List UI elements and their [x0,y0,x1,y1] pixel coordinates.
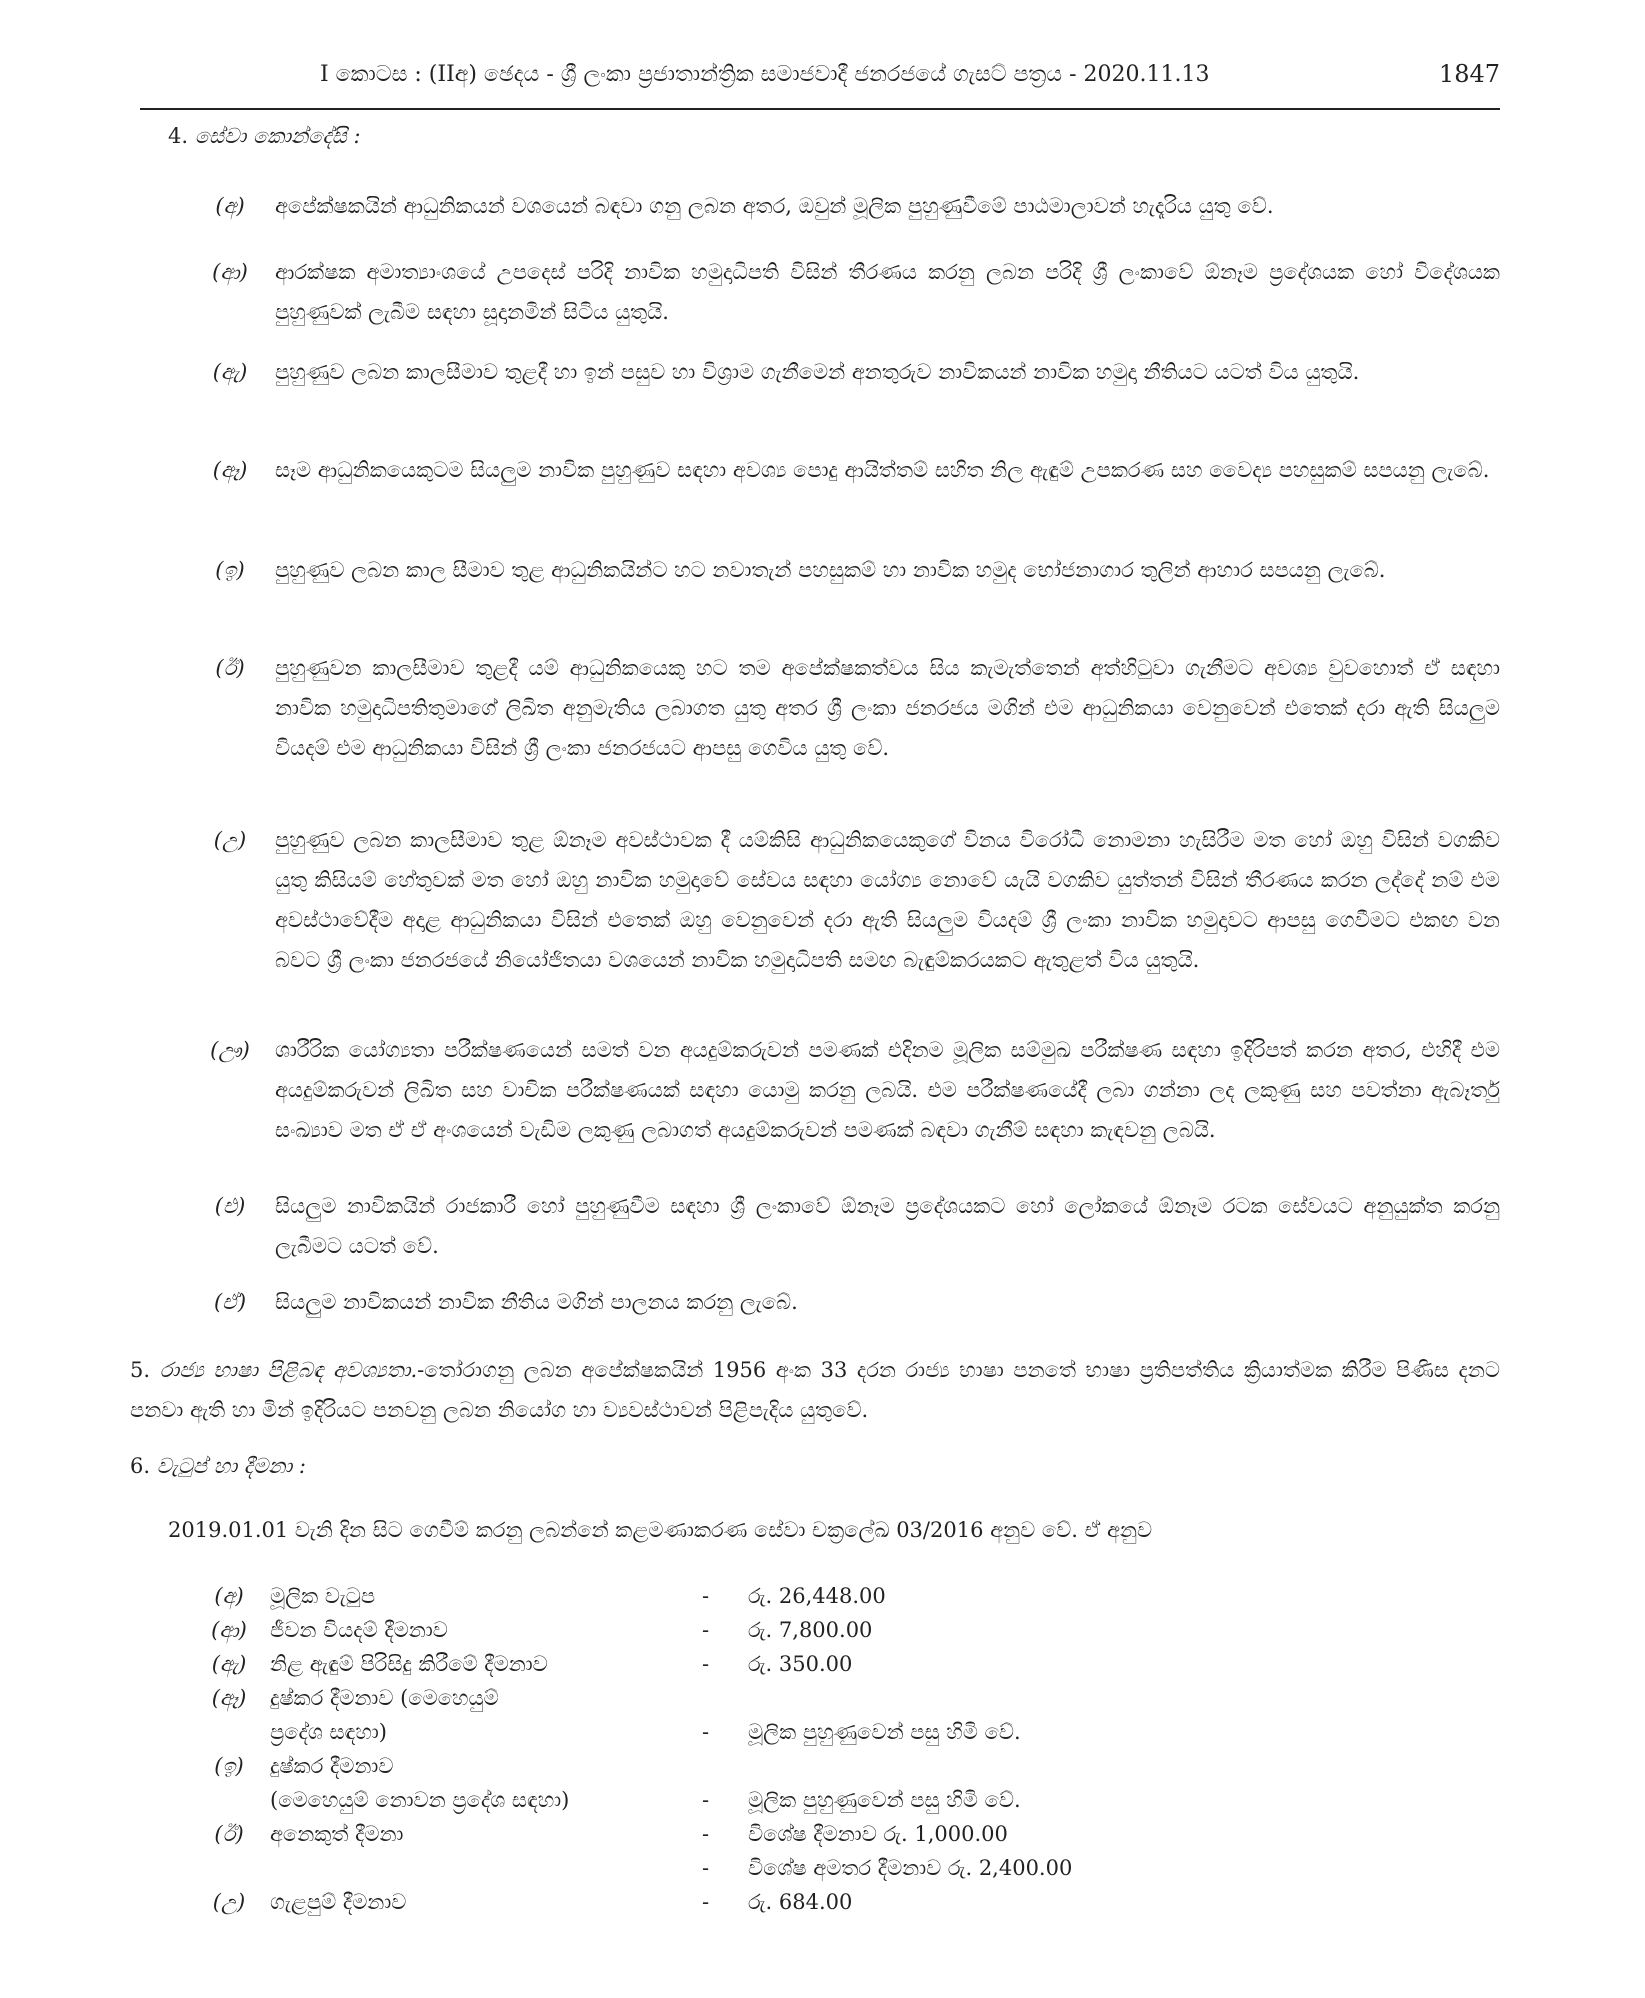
list-item [200,820,1500,1020]
item-text: පුහුණුවන කාලසීමාව තුළදී යම් ආධුනිකයෙකු හට තම අපේක්ෂකත්වය සිය කැමැත්තෙන් අත්හිටුවා ගැනීමට අවශ්‍ය වුවහොත් ඒ සඳහා නාවික හමුදාධිපතිතුමාගේ ලිඛිත අනුමැතිය ලබාගත යුතු අතර ශ්‍රී ලංකා ජනරජය මගින් එම ආධුනිකයා වෙනුවෙන් එතෙක් දරා ඇති සියලුම වියදම් එම ආධුනිකයා විසින් ශ්‍රී ලංකා ජනරජයට ආපසු ගෙවිය යුතු වේ. [275,656,1500,760]
row-value: රු. 684.00 [748,1890,853,1914]
section-5-paragraph [130,1350,1500,1430]
row-name: (මෙහෙයුම් නොවන ප්‍රදේශ සඳහා) [270,1788,570,1812]
table-row [200,1618,1300,1652]
section-4-heading [168,124,361,149]
table-row [200,1652,1300,1686]
section-number: 5. [130,1358,151,1382]
item-marker: (ඒ) [213,1290,247,1314]
row-dash: - [702,1822,710,1846]
list-item [200,550,1500,630]
item-text: සියලුම නාවිකයන් නාවික නීතිය මගින් පාලනය කරනු ලැබේ. [275,1290,798,1314]
item-text: සියලුම නාවිකයින් රාජකාරී හෝ පුහුණුවීම සඳහා ශ්‍රී ලංකාවේ ඕනෑම ප්‍රදේශයකට හෝ ලෝකයේ ඕනෑම රටක සේවයට අනුයුක්ත කරනු ලැබීමට යටත් වේ. [275,1194,1500,1258]
item-text: පුහුණුව ලබන කාල සීමාව තුළ ආධුනිකයින්ට හට නවාතැන් පහසුකම් හා නාවික හමුද භෝජනාගාර තුලින් ආහාර සපයනු ලැබේ. [275,558,1386,582]
row-marker: (ආ) [211,1618,247,1642]
item-marker: (ඈ) [212,458,248,482]
section-title: රාජ්‍ය භාෂා පිළිබඳ අවශ්‍යතා. [159,1358,418,1382]
list-item [200,1030,1500,1190]
item-text: පුහුණුව ලබන කාලසීමාව තුළ ඕනෑම අවස්ථාවක දී යම්කිසි ආධුනිකයෙකුගේ විනය විරෝධී නොමනා හැසිරීම මත හෝ ඔහු විසින් වගකිව යුතු කිසියම් හේතුවක් මත හෝ ඔහු නාවික හමුදාවේ සේවය සඳහා යෝග්‍ය නොවේ යැයි වගකිව යුත්තන් විසින් තීරණය කරන ලද්දේ නම් එම අවස්ථාවේදීම අදාළ ආධුනිකයා විසින් එතෙක් ඔහු වෙනුවෙන් දරා ඇති සියලුම වියදම් ශ්‍රී ලංකා නාවික හමුදාවට ආපසු ගෙවීමට එකඟ වන බවට ශ්‍රී ලංකා ජනරජයේ නියෝජිතයා වශයෙන් නාවික හමුදාධිපති සමඟ බැඳුම්කරයකට ඇතුළත් විය යුතුයි. [275,828,1500,972]
list-item [200,352,1500,432]
row-value: විශේෂ අමතර දීමනාව රු. 2,400.00 [748,1856,1073,1880]
row-dash: - [702,1788,710,1812]
page-number: 1847 [1438,60,1500,88]
section-number: 4. [168,124,189,148]
section-number: 6. [130,1454,151,1478]
row-dash: - [702,1618,710,1642]
row-value: මූලික පුහුණුවෙන් පසු හිමි වේ. [748,1720,1021,1744]
row-value: රු. 350.00 [748,1652,853,1676]
row-marker: (ඊ) [214,1822,244,1846]
row-marker: (ඉ) [214,1754,244,1778]
row-value: විශේෂ දීමනාව රු. 1,000.00 [748,1822,1008,1846]
section-title: වැටුප් හා දීමනා : [156,1454,306,1478]
row-dash: - [702,1890,710,1914]
row-marker: (ඇ) [211,1652,247,1676]
list-item [200,450,1500,530]
item-marker: (ඇ) [212,360,248,384]
row-name: මූලික වැටුප [270,1584,376,1608]
item-text: ශාරීරික යෝග්‍යතා පරීක්ෂණයෙන් සමත් වන අයදුම්කරුවන් පමණක් එදිනම මූලික සම්මුඛ පරීක්ෂණ සඳහා ඉදිරිපත් කරන අතර, එහිදී එම අයදුම්කරුවන් ලිඛිත සහ වාචික පරීක්ෂණයක් සඳහා යොමු කරනු ලබයි. එම පරීක්ෂණයේදී ලබා ගන්නා ලද ලකුණු සහ පවත්නා ඇබෑර්තු සංඛ්‍යාව මත ඒ ඒ අංශයෙන් වැඩිම ලකුණු ලබාගත් අයදුම්කරුවන් පමණක් බඳවා ගැනීම් සඳහා කැඳවනු ලබයි. [275,1038,1500,1142]
table-row [200,1686,1300,1720]
row-dash: - [702,1856,710,1880]
item-marker: (එ) [214,1194,246,1218]
item-marker: (අ) [215,194,245,218]
row-marker: (උ) [212,1890,246,1914]
row-name: ජීවන වියදම් දීමනාව [270,1618,448,1642]
item-marker: (උ) [213,828,247,852]
table-row [200,1856,1300,1890]
list-item [200,186,1500,226]
row-marker: (ඈ) [211,1686,247,1710]
header-title: I කොටස : (IIඅ) ඡෙදය - ශ්‍රී ලංකා ප්‍රජාතාන්ත්‍රික සමාජවාදී ජනරජයේ ගැසට් පත්‍රය - 2020.11.13 [320,62,1210,87]
table-row [200,1754,1300,1788]
row-name: ගැළපුම් දීමනාව [270,1890,407,1914]
row-value: රු. 26,448.00 [748,1584,886,1608]
item-text: පුහුණුව ලබන කාලසීමාව තුළදී හා ඉන් පසුව හා විශ්‍රාම ගැනීමෙන් අනතුරුව නාවිකයන් නාවික හමුදා නීතියට යටත් විය යුතුයි. [275,360,1360,384]
table-row [200,1822,1300,1856]
section-6-intro: 2019.01.01 වැනි දින සිට ගෙවීම් කරනු ලබන්නේ කළමණාකරණ සේවා චක්‍රලේඛ 03/2016 අනුව වේ. ඒ අනුව [168,1518,1153,1542]
table-row [200,1890,1300,1924]
section-6-heading [130,1454,306,1479]
list-item [200,1282,1500,1322]
row-name: නිළ ඇඳුම් පිරිසිදු කිරීමේ දීමනාව [270,1652,548,1676]
item-marker: (ආ) [212,260,248,284]
page-header [140,58,1500,110]
row-name: අනෙකුත් දීමනා [270,1822,404,1846]
list-item [200,648,1500,808]
row-name: ප්‍රදේශ සඳහා) [270,1720,387,1744]
row-dash: - [702,1652,710,1676]
row-marker: (අ) [214,1584,244,1608]
item-text: ආරක්ෂක අමාත්‍යාංශයේ උපදෙස් පරිදි නාවික හමුදාධිපති විසින් තීරණය කරනු ලබන පරිදි ශ්‍රී ලංකාවේ ඕනෑම ප්‍රදේශයක හෝ විදේශයක පුහුණුවක් ලැබීම සඳහා සූදානමින් සිටිය යුතුයි. [275,260,1500,324]
row-dash: - [702,1720,710,1744]
item-text: අපේක්ෂකයින් ආධුනිකයන් වශයෙන් බඳවා ගනු ලබන අතර, ඔවුන් මූලික පුහුණුවීමේ පාඨමාලාවන් හැදෑරිය යුතු වේ. [275,194,1274,218]
item-marker: (ඌ) [210,1038,250,1062]
section-text: -තෝරාගනු ලබන අපේක්ෂකයින් 1956 අංක 33 දරන රාජ්‍ය භාෂා පනතේ භාෂා ප්‍රතිපත්තිය ක්‍රියාත්මක කිරීම පිණිස දනට පනවා ඇති හා මින් ඉදිරියට පනවනු ලබන නියෝග හා ව්‍යවස්ථාවන් පිළිපැදිය යුතුවේ. [130,1358,1500,1422]
section-title: සේවා කොන්දේසි : [194,124,361,148]
row-name: දුෂ්කර දීමනාව [270,1754,394,1778]
item-marker: (ඉ) [215,558,245,582]
row-value: මූලික පුහුණුවෙන් පසු හිමි වේ. [748,1788,1021,1812]
table-row [200,1788,1300,1822]
table-row [200,1584,1300,1618]
item-marker: (ඊ) [215,656,245,680]
item-text: සෑම ආධුනිකයෙකුටම සියලුම නාවික පුහුණුව සඳහා අවශ්‍ය පොදු ආයිත්තම් සහිත නිල ඇඳුම් උපකරණ සහ වෛද්‍ය පහසුකම් සපයනු ලැබේ. [275,458,1490,482]
list-item [200,1186,1500,1266]
row-dash: - [702,1584,710,1608]
row-value: රු. 7,800.00 [748,1618,873,1642]
row-name: දුෂ්කර දීමනාව (මෙහෙයුම් [270,1686,499,1710]
table-row [200,1720,1300,1754]
list-item [200,252,1500,332]
